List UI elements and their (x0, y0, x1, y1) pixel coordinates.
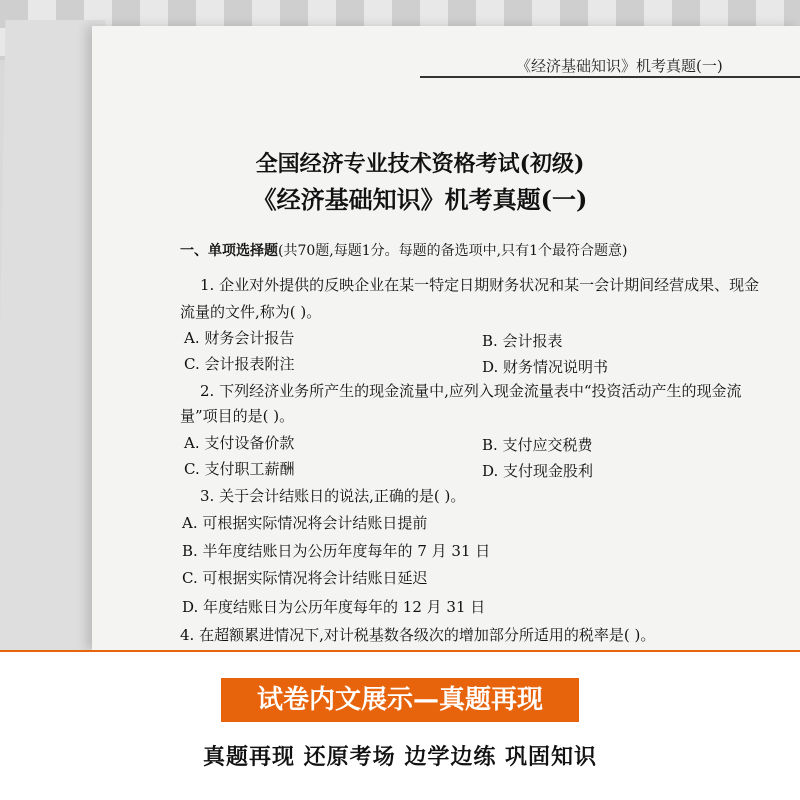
section-heading-label: 一、单项选择题 (180, 243, 278, 259)
left-page (0, 20, 105, 650)
question-1-option-a: A. 财务会计报告 (184, 329, 295, 347)
question-1-option-b: B. 会计报表 (482, 332, 563, 350)
question-1-option-d: D. 财务情况说明书 (482, 358, 609, 376)
question-2-stem-line1: 2. 下列经济业务所产生的现金流量中,应列入现金流量表中“投资活动产生的现金流 (200, 382, 742, 400)
question-3-option-b: B. 半年度结账日为公历年度每年的 7 月 31 日 (182, 542, 491, 560)
document-subtitle: 《经济基础知识》机考真题(一) (252, 185, 588, 214)
promo-tagline: 真题再现 还原考场 边学边练 巩固知识 (203, 745, 597, 770)
question-2-option-c: C. 支付职工薪酬 (184, 460, 295, 478)
document-title: 全国经济专业技术资格考试(初级) (255, 151, 585, 177)
question-1-stem-line2: 流量的文件,称为( )。 (180, 303, 322, 321)
section-heading (180, 240, 627, 260)
question-1-stem-line1: 1. 企业对外提供的反映企业在某一特定日期财务状况和某一会计期间经营成果、现金 (200, 276, 760, 294)
question-3-option-d: D. 年度结账日为公历年度每年的 12 月 31 日 (182, 598, 486, 616)
header-rule (420, 76, 800, 78)
question-2-option-a: A. 支付设备价款 (184, 434, 295, 452)
question-3-option-c: C. 可根据实际情况将会计结账日延迟 (182, 569, 428, 587)
question-2-option-d: D. 支付现金股利 (482, 462, 594, 480)
running-header: 《经济基础知识》机考真题(一) (516, 57, 723, 75)
question-2-stem-line2: 量”项目的是( )。 (180, 407, 295, 425)
question-4-stem: 4. 在超额累进情况下,对计税基数各级次的增加部分所适用的税率是( )。 (180, 626, 656, 644)
question-3-stem: 3. 关于会计结账日的说法,正确的是( )。 (200, 487, 466, 505)
promo-band-divider (0, 650, 800, 652)
question-2-option-b: B. 支付应交税费 (482, 436, 593, 454)
promo-banner: 试卷内文展示—真题再现 (221, 678, 579, 722)
promo-band (0, 650, 800, 800)
question-1-option-c: C. 会计报表附注 (184, 355, 295, 373)
question-3-option-a: A. 可根据实际情况将会计结账日提前 (182, 514, 428, 532)
section-note: (共70题,每题1分。每题的备选项中,只有1个最符合题意) (278, 243, 628, 259)
